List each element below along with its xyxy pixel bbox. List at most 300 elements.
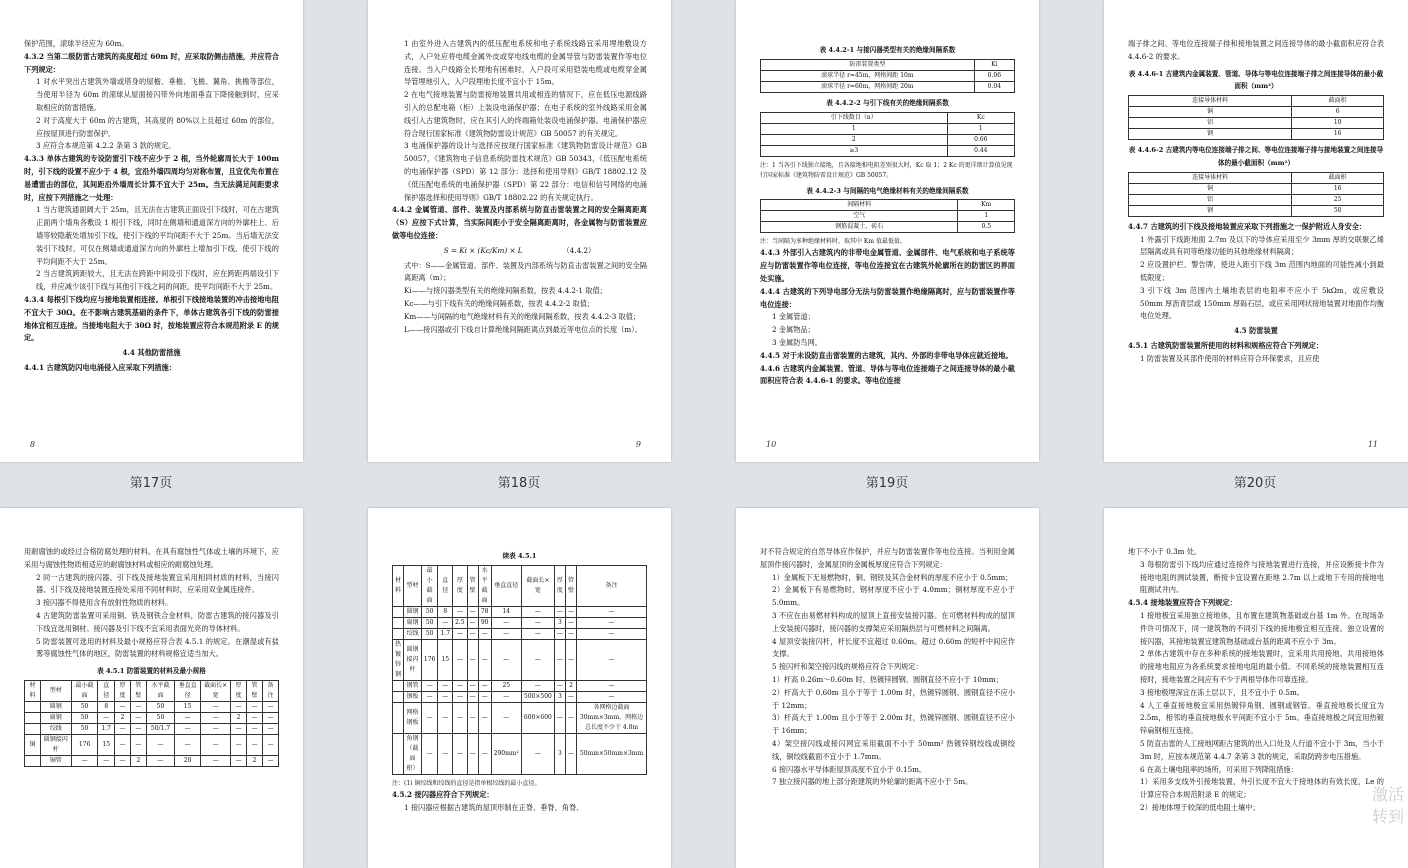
table-cell: — — [491, 702, 521, 733]
table-cell: 78 — [478, 606, 491, 617]
paragraph: 5 防雷装置可选用的材料及最小规格应符合表 4.5.1 的规定。在潮湿或有盐雾等腐蚀性气体的地区，防雷装置的材料规格宜适当加大。 — [36, 636, 279, 659]
table-cell: 2 — [761, 134, 948, 145]
table-cell: — — [262, 734, 278, 755]
table-cell: 50 — [146, 712, 174, 723]
table-cell: 网格钢板 — [404, 702, 422, 733]
table-cell — [393, 617, 404, 628]
table-cell: — — [577, 680, 647, 691]
table-header-cell: 防雷装置类型 — [761, 59, 975, 70]
table-cell: — — [115, 755, 131, 766]
table-cell: — — [565, 606, 576, 617]
table-cell: — — [554, 680, 565, 691]
table-cell: 50/1.7 — [146, 723, 174, 734]
table-header-cell: 间隔材料 — [761, 200, 958, 211]
paragraph: 1）采用多支线外引接地装置，外引长度不宜大于接地体的有效长度，Le 的计算应符合本规范附录 E 的规定； — [1140, 777, 1384, 800]
table-cell: — — [438, 680, 453, 691]
table-cell — [393, 702, 404, 733]
table-cell: — — [421, 691, 438, 702]
table-row — [393, 680, 647, 691]
table-cell: — — [565, 617, 576, 628]
table-cell: 2 — [115, 712, 131, 723]
page-number: 9 — [635, 440, 641, 450]
paragraph: 4.4.7 古建筑的引下线及接地装置应采取下列措施之一保护附近人身安全： — [1128, 221, 1367, 231]
table-cell: — — [521, 680, 554, 691]
table-cell: 1.7 — [98, 723, 115, 734]
table-header-cell: 水平截面 — [478, 565, 491, 606]
table-cell: 0.5 — [958, 222, 1015, 233]
table-header-cell: 管壁 — [130, 680, 146, 701]
table-cell: — — [421, 702, 438, 733]
paragraph: 6 在高土壤电阻率的场所，可采用下列降阻措施： — [1140, 764, 1298, 774]
table-caption: 表 4.4.2-3 与间隔的电气绝缘材料有关的绝缘间隔系数 — [806, 186, 969, 195]
paragraph: 4.5.2 接闪器应符合下列规定： — [392, 789, 494, 799]
table-cell: — — [491, 628, 521, 639]
table-cell: 各网格边截面 30mm×3mm，网格边总长度不少于 4.8m — [577, 702, 647, 733]
table-cell: — — [577, 628, 647, 639]
table-cell: 绞线 — [404, 628, 422, 639]
paragraph: 式中：S——金属管道、部件、装置及内部系统与防直击雷装置之间的安全隔离距离（m）； — [404, 260, 647, 283]
table-header-cell: 备注 — [262, 680, 278, 701]
paragraph: 2 对于高度大于 60m 的古建筑，其高度的 80%以上且超过 60m 的部位，应按屋顶进行防雷保护。 — [36, 115, 279, 138]
paragraph: 3 接地极埋深宜在冻土层以下，且不宜小于 0.5m。 — [1140, 687, 1304, 697]
table — [24, 680, 279, 767]
table-cell: — — [421, 680, 438, 691]
table-cell: — — [478, 702, 491, 733]
table-note: 注：(1) 铜绞线和绞线的直径是指单根绞线的最小直径。 — [392, 779, 541, 787]
paragraph: 保护范围，滚球半径应为 60m。 — [24, 39, 129, 48]
table-cell: — — [478, 639, 491, 680]
table-cell: 绞线 — [40, 723, 71, 734]
table-row — [1129, 107, 1384, 118]
table-cell: — — [247, 701, 263, 712]
paragraph: 2 同一古建筑的接闪器、引下线及接地装置宜采用相同材质的材料，当接闪器、引下线及接地装置连接处采用不同材料时，应采用双金属连接件。 — [36, 572, 279, 595]
table-header-cell: 型材 — [404, 565, 422, 606]
table-cell: 滚球半径 r=45m，网格间距 10m — [761, 70, 975, 81]
paragraph: 1 对水平突出古建筑外墙或塔身的屋檐、垂檐、飞檐、翼角、挑檐等部位，当使用半径为 60m 的滚球从屋面接闪带外向地面垂直下降接触到时，应采取相应的防雷措施。 — [36, 77, 279, 112]
paragraph: 4 人工垂直接地极宜采用热镀锌角钢、圆钢或钢管。垂直接地极长度宜为 2.5m，相邻的垂直接地极水平间距不宜小于 5m。垂直接地极之间宜用热镀锌扁钢相互连接。 — [1140, 700, 1384, 736]
table-cell: — — [478, 680, 491, 691]
page-19[interactable] — [736, 0, 1039, 462]
table-cell: 空气 — [761, 211, 958, 222]
page-19-content — [760, 40, 1015, 462]
table-cell: — — [478, 691, 491, 702]
table-cell: 50 — [421, 606, 438, 617]
table-header-cell: 管壁 — [565, 565, 576, 606]
table-cell: 0.04 — [974, 81, 1014, 92]
table-cell: — — [453, 702, 468, 733]
table-cell: — — [565, 733, 576, 774]
paragraph: 4.4.2 金属管道、部件、装置及内部系统与防直击雷装置之间的安全隔离距离（S）应按下式计算，当实际间距小于安全隔离距离时，各金属物与防雷装置应做等电位连接： — [392, 205, 647, 240]
table-row — [1129, 118, 1384, 129]
table-row — [761, 211, 1015, 222]
table-cell: 90 — [478, 617, 491, 628]
table-cell: — — [453, 639, 468, 680]
table-cell: — — [262, 701, 278, 712]
table-cell: 铝 — [1129, 194, 1292, 205]
page-20-content — [1128, 38, 1384, 462]
table-header-row — [1129, 172, 1384, 183]
table-cell: — — [130, 734, 146, 755]
table-cell: — — [262, 712, 278, 723]
paragraph: Kc——与引下线有关的绝缘间隔系数，按表 4.4.2-2 取值； — [404, 298, 595, 308]
paragraph: 5 接闪杆和架空接闪线的规格应符合下列规定： — [772, 662, 923, 672]
page-18-content — [392, 38, 647, 462]
table-cell: 50 — [421, 617, 438, 628]
table-cell — [393, 733, 404, 774]
page-17-content — [24, 38, 279, 462]
table-cell: 钢管 — [404, 680, 422, 691]
table-row — [1129, 194, 1384, 205]
table-cell: — — [438, 702, 453, 733]
table-cell: 扁钢 — [404, 617, 422, 628]
page-23[interactable] — [736, 508, 1039, 868]
table-row — [761, 134, 1015, 145]
table-row — [393, 617, 647, 628]
table-header-row — [1129, 96, 1384, 107]
table-cell: 铜管 — [40, 755, 71, 766]
table-header-row — [25, 680, 279, 701]
table-row — [761, 81, 1015, 92]
table-caption: 表 4.4.6-2 古建筑内等电位连接端子排之间、等电位连接端子排与接地装置之间连接导体的最小截面积（mm²） — [1128, 146, 1384, 167]
table-row — [761, 70, 1015, 81]
paragraph: 3 每根防雷引下线均应通过连接件与接地装置进行连接，并应设断接卡作为接地电阻的测试装置，断接卡宜设置在距地 2.7m 以上或地下专用的接地电阻测试井内。 — [1140, 559, 1384, 595]
paragraph: 1 接闪器应根据古建筑的屋顶形制在正脊、垂脊、角脊、 — [404, 802, 584, 812]
table-cell: 钢 — [1129, 129, 1292, 140]
table-cell: — — [478, 628, 491, 639]
paragraph: 4.4 其他防雷措施 — [122, 348, 181, 358]
paragraph: 2）金属板下有易燃物时，钢材厚度不应小于 4.0mm；铜材厚度不应小于 5.0mm。 — [772, 585, 1015, 608]
table-cell: 1 — [947, 123, 1014, 134]
paragraph: 4.5.4 接地装置应符合下列规定： — [1128, 598, 1237, 608]
table-cell — [25, 712, 41, 723]
table-header-cell: 垂直直径 — [175, 680, 201, 701]
table-header-cell: 截面积 — [1292, 172, 1384, 183]
table-header-cell: 材料 — [393, 565, 404, 606]
table-cell: — — [146, 755, 174, 766]
paragraph: 4 古建筑防雷装置可采用铜、铁及钢铁合金材料，防雷古建筑的接闪器及引下线宜选用铜材。接闪器及引下线不宜采用表面光亮的导体材料。 — [36, 610, 279, 633]
page-label-19[interactable]: 第19页 — [865, 476, 909, 491]
table-cell: 0.66 — [947, 134, 1014, 145]
table-cell — [393, 691, 404, 702]
paragraph: 3 电涌保护器的设计与选择应按现行国家标准《建筑物防雷设计规范》GB 50057，《建筑物电子信息系统防雷技术规范》GB 50343，《低压配电系统的电涌保护器（SPD）第 12 部分：选择和使用导则》GB/T 18802.12 及《低压配电系统的电涌保护器（SPD）第 22 部分：电信和信号网络的电涌保护器选择和使用导则》GB/T 18802.22 的有关规定执行。 — [404, 141, 647, 202]
table-cell: — — [554, 639, 565, 680]
paragraph: 4.3.3 单体古建筑的专设防雷引下线不应少于 2 根，当外轮廓周长大于 100m 时，引下线的设置不应少于 4 根，宜沿外墙四周均匀对称布置，且宜优先布置在易遭雷击的部位，其间距沿外墙周长计算不宜大于 25m。当无法满足间距要求时，应按下列措施之一处理： — [24, 154, 279, 202]
paragraph: 4.4.5 对于未设防直击雷装置的古建筑，其内、外部的非带电导体应就近接地。 — [760, 350, 1013, 360]
table-cell: — — [554, 628, 565, 639]
table-cell: — — [565, 628, 576, 639]
table-cell: — — [247, 723, 263, 734]
table-cell: — — [467, 617, 478, 628]
table-cell: — — [467, 628, 478, 639]
table-header-row — [393, 565, 647, 606]
table-row — [25, 701, 279, 712]
table-cell: — — [565, 702, 576, 733]
table-cell: — — [438, 617, 453, 628]
table-cell: — — [231, 734, 247, 755]
table-cell: 圆钢 — [404, 606, 422, 617]
table-cell: 0.06 — [974, 70, 1014, 81]
table-row — [1129, 129, 1384, 140]
table-caption: 表 4.5.1 防雷装置的材料及最小规格 — [97, 667, 206, 676]
table — [392, 565, 647, 775]
table-header-cell: 备注 — [577, 565, 647, 606]
page-label-20[interactable]: 第20页 — [1233, 476, 1277, 491]
page-number: 8 — [30, 440, 36, 450]
table-row — [25, 712, 279, 723]
paragraph: 4.3.2 当第二级防雷古建筑的高度超过 60m 时，应采取防侧击措施，并应符合下列规定： — [24, 51, 279, 74]
formula-number: （4.4.2） — [562, 245, 596, 255]
table-cell: 2 — [231, 712, 247, 723]
paragraph: 2）杆高大于 0.60m 且小于等于 1.00m 时，热镀锌圆钢、圆钢直径不应小于 12mm； — [772, 687, 1015, 710]
paragraph: 4.4.3 外部引入古建筑内的非带电金属管道、金属部件、电气系统和电子系统等应与防雷装置作等电位连接，等电位连接宜在古建筑外轮廓所在的防雷区的界面处实施。 — [760, 248, 1015, 283]
table-cell: 50mm×50mm×3mm — [577, 733, 647, 774]
paragraph: 2 在电气接地装置与防雷接地装置共用或相连的情况下，应在低压电源线路引入的总配电箱（柜）上装设电涌保护器；在电子系统的室外线路采用金属线引入古建筑物时，应在其引入的终端箱处装设电涌保护器。电涌保护器应符合现行国家标准《建筑物防雷设计规范》GB 50057 的有关规定。 — [404, 90, 647, 138]
table-row — [1129, 205, 1384, 216]
page-21-content — [24, 546, 279, 868]
page-label-17[interactable]: 第17页 — [129, 476, 173, 491]
table-cell: 圆钢接闪杆 — [40, 734, 71, 755]
table-header-cell: 管壁 — [467, 565, 478, 606]
table-cell: — — [438, 733, 453, 774]
page-22-content — [392, 546, 647, 868]
table-header-cell: 直径 — [98, 680, 115, 701]
paragraph: Km——与间隔的电气绝缘材料有关的绝缘间隔系数，按表 4.4.2-3 取值； — [404, 311, 641, 321]
table-cell: 8 — [98, 701, 115, 712]
table-cell: — — [115, 734, 131, 755]
table-cell: 2 — [247, 755, 263, 766]
table-row — [393, 691, 647, 702]
table-cell — [25, 701, 41, 712]
table-cell: — — [467, 639, 478, 680]
paragraph: 3 接闪器不得使用含有放射性物质的材料。 — [36, 598, 173, 608]
table-header-cell: 引下线数目（n） — [761, 112, 948, 123]
table-cell — [393, 628, 404, 639]
table-header-cell: 截面积 — [1292, 96, 1384, 107]
table-cell: — — [453, 628, 468, 639]
paragraph: 2 当古建筑跨距较大，且无法在跨距中间设引下线时，应在跨距两端设引下线，并应减少该引下线与其他引下线之间的间距，使平均间距不大于 25m。 — [36, 269, 279, 292]
paragraph: 1 接地极宜采用独立接地体，且布置在建筑物基础或台基 1m 外。在现场条件许可情况下，同一建筑物的不同引下线的接地极宜相互连接。独立设置的接闪器，其接地装置宜建筑物基础或台基的距离不应小于 3m。 — [1140, 610, 1384, 646]
page-number: 10 — [766, 440, 777, 450]
table-cell: 176 — [71, 734, 98, 755]
table-header-cell: 材料 — [25, 680, 41, 701]
table-cell: — — [467, 680, 478, 691]
paragraph: 3 不应在由易燃材料构成的屋顶上直接安装接闪器。在可燃材料构成的屋顶上安装接闪器时，接闪器的支撑架应采用隔热层与可燃材料之间隔离。 — [772, 610, 1015, 633]
table-cell: 角钢（截面积） — [404, 733, 422, 774]
table-cell: — — [565, 639, 576, 680]
activation-watermark: 激活 转到 — [1371, 785, 1404, 826]
table-cell: — — [175, 734, 201, 755]
table-caption: 表 4.4.2-2 与引下线有关的绝缘间隔系数 — [826, 98, 949, 107]
table-cell — [393, 606, 404, 617]
table-header-cell: Ki — [974, 59, 1014, 70]
table-row — [393, 702, 647, 733]
table-cell: — — [521, 617, 554, 628]
page-24[interactable] — [1104, 508, 1408, 868]
paragraph: 用耐腐蚀的或经过合格防腐处理的材料。在具有腐蚀性气体或土壤的环境下，应采用与腐蚀性物质相适应的耐腐蚀材料或相应的耐腐蚀处理。 — [24, 547, 279, 569]
table-cell: 14 — [491, 606, 521, 617]
table-cell: — — [130, 712, 146, 723]
table-cell: — — [130, 723, 146, 734]
table-header-cell: 厚度 — [115, 680, 131, 701]
paragraph: L——接闪器或引下线自计算绝缘间隔距离点到最近等电位点的长度（m）。 — [404, 324, 642, 334]
table-header-cell: 垂直直径 — [491, 565, 521, 606]
table-cell: — — [521, 639, 554, 680]
paragraph: 1 当古建筑通面阔大于 25m，且无法在古建筑正面设引下线时，可在古建筑正面两个墙角各敷设 1 根引下线，同时在侧墙和通道深方向的外廓柱上、后墙等较隐蔽处增加引下线，使引下线的平均间距不大于 25m。当后墙无法安装引下线时，可仅在侧墙或通道深方向的外廓柱上增加引下线，使引下线的平均间距不大于 25m。 — [36, 205, 279, 266]
table-cell: — — [201, 712, 231, 723]
table-cell: — — [231, 701, 247, 712]
table-cell: — — [453, 691, 468, 702]
table-cell — [393, 680, 404, 691]
table-cell: — — [453, 606, 468, 617]
table-cell: — — [201, 734, 231, 755]
table — [760, 59, 1015, 93]
table-cell — [25, 755, 41, 766]
table-cell: — — [130, 701, 146, 712]
paragraph: 4.4.1 古建筑防闪电电涌侵入应采取下列措施： — [24, 362, 176, 372]
table-row — [761, 222, 1015, 233]
table-cell: 50 — [71, 701, 98, 712]
table-cell: — — [247, 712, 263, 723]
table-header-cell: 水平截面 — [146, 680, 174, 701]
table-cell: — — [554, 702, 565, 733]
table-cell: 50 — [421, 628, 438, 639]
table-note: 注：当间隔为多种绝缘材料时，取其中 Km 值最低值。 — [760, 238, 906, 246]
table-cell: — — [491, 617, 521, 628]
paragraph: 4.5 防雷装置 — [1234, 326, 1278, 336]
table-cell: 2 — [565, 680, 576, 691]
table-cell: 扁钢 — [40, 712, 71, 723]
table-cell: — — [491, 639, 521, 680]
table-row — [25, 755, 279, 766]
table-cell: 3 — [554, 691, 565, 702]
table-header-row — [761, 59, 1015, 70]
paragraph: 4.3.4 每根引下线均应与接地装置相连接。单根引下线接地装置的冲击接地电阻不宜大于 30Ω。在不影响古建筑基础的条件下，单体古建筑各引下线的防雷接地体宜相互连接。当接地电阻大于 30Ω 时，按地装置应符合本规范附录 E 的规定。 — [24, 294, 279, 343]
table-cell: — — [577, 639, 647, 680]
paragraph: 3 应符合本规范第 4.2.2 条第 3 款的规定。 — [36, 141, 176, 151]
table-cell: — — [98, 755, 115, 766]
paragraph: 4.4.4 古建筑的下列导电部分无法与防雷装置作绝缘隔离时，应与防雷装置作等电位连接： — [760, 286, 1015, 309]
table-cell: ≥3 — [761, 145, 948, 156]
table-cell: 钢筋混凝土、砖石 — [761, 222, 958, 233]
table-cell: — — [115, 723, 131, 734]
table-cell: — — [98, 712, 115, 723]
table-cell: 50 — [1292, 205, 1384, 216]
page-21[interactable] — [0, 508, 303, 868]
table-header-cell: Kc — [947, 112, 1014, 123]
table-cell: 0.44 — [947, 145, 1014, 156]
table-row — [25, 723, 279, 734]
table-cell: 176 — [421, 639, 438, 680]
table-cell: 铝 — [1129, 118, 1292, 129]
paragraph: 4.5.1 古建筑防雷装置所使用的材料和规格应符合下列规定： — [1128, 340, 1324, 350]
table-row — [393, 639, 647, 680]
table-cell: 6 — [1292, 107, 1384, 118]
table-header-cell: 型材 — [40, 680, 71, 701]
table-header-cell: 连接导体材料 — [1129, 96, 1292, 107]
paragraph: 对不符合规定的自然导体应作保护，并应与防雷装置作等电位连接。当利用金属屋顶作接闪器时，金属屋顶的金属板厚度应符合下列规定： — [760, 547, 1015, 569]
table-cell: — — [577, 617, 647, 628]
table-cell: — — [175, 723, 201, 734]
table-row — [393, 606, 647, 617]
table-cell: 20 — [175, 755, 201, 766]
page-20[interactable] — [1104, 0, 1408, 462]
table-cell: — — [146, 734, 174, 755]
paragraph: 5 防直击雷的人工接地网距古建筑的出入口处及人行道不宜小于 3m，当小于 3m 时，应按本规范第 4.4.7 条第 3 款的规定，采取防跨步电压措施。 — [1140, 738, 1384, 761]
table-cell: 1 — [958, 211, 1015, 222]
paragraph: 2 单体古建筑中存在多种系统的接地装置时，宜采用共用接地。共用接地体的接地电阻应为各系统要求接地电阻的最小值。不同系统的接地装置相互连接时，接地装置之间应有不少于两根导体作可靠连接。 — [1140, 649, 1384, 684]
table-row — [393, 733, 647, 774]
table-cell: 500×500 — [521, 691, 554, 702]
table-cell: 50 — [71, 723, 98, 734]
table-header-cell: 厚度 — [231, 680, 247, 701]
page-23-content — [760, 546, 1015, 868]
table-header-cell: 厚度 — [453, 565, 468, 606]
page-24-content — [1128, 546, 1384, 868]
paragraph: Ki——与接闪器类型有关的绝缘间隔系数，按表 4.4.2-1 取值； — [404, 286, 607, 296]
table-row — [761, 145, 1015, 156]
table-cell: 15 — [175, 701, 201, 712]
page-18[interactable] — [368, 0, 671, 462]
table-cell: — — [521, 628, 554, 639]
formula — [392, 245, 647, 258]
paragraph: 端子排之间、等电位连接端子排和接地装置之间连接导体的最小截面积应符合表 4.4.6-2 的要求。 — [1128, 39, 1384, 61]
table-cell: 圆钢接闪杆 — [404, 639, 422, 680]
page-label-18[interactable]: 第18页 — [497, 476, 541, 491]
paragraph: 4）架空接闪线或接闪网宜采用截面不小于 50mm² 热镀锌钢绞线或铜绞线，铜绞线截面不宜小于 1.7mm。 — [772, 738, 1015, 761]
table-cell: — — [71, 755, 98, 766]
table-cell: — — [554, 606, 565, 617]
paragraph: 3 金属防鸟网。 — [772, 337, 822, 347]
table-caption: 表 4.4.2-1 与接闪器类型有关的绝缘间隔系数 — [819, 46, 956, 54]
table-cell: — — [438, 691, 453, 702]
table-row — [1129, 183, 1384, 194]
table-cell: — — [521, 733, 554, 774]
table-row — [393, 628, 647, 639]
table-header-cell: 直径 — [438, 565, 453, 606]
table-header-cell: 连接导体材料 — [1129, 172, 1292, 183]
table-cell: — — [577, 606, 647, 617]
paragraph: 3 引下线 3m 范围内土壤地表层的电阻率不应小于 5kΩm，或应敷设 50mm 厚沥青层或 150mm 厚砾石层，或应采用网状接地装置对地面作均衡电位处理。 — [1140, 285, 1384, 321]
table-cell: — — [521, 606, 554, 617]
paragraph: 7 独立接闪器的地上部分距建筑的外轮廓的距离不应小于 5m。 — [772, 777, 973, 787]
table-cell: — — [201, 755, 231, 766]
table-cell: — — [453, 680, 468, 691]
table-cell: 50 — [146, 701, 174, 712]
table-cell: 600×600 — [521, 702, 554, 733]
table-cell: — — [421, 733, 438, 774]
table-cell: — — [201, 723, 231, 734]
table-cell: 铜 — [1129, 107, 1292, 118]
table-cell: 50 — [71, 712, 98, 723]
table-cell: 25 — [1292, 194, 1384, 205]
table-cell: — — [577, 691, 647, 702]
table-cell: 铜 — [25, 734, 41, 755]
table-cell: 2 — [130, 755, 146, 766]
paragraph: 2 金属物品； — [772, 325, 815, 335]
page-17[interactable] — [0, 0, 303, 462]
table-cell: 1.7 — [438, 628, 453, 639]
table — [1128, 95, 1384, 140]
table-header-cell: 截面长×宽 — [201, 680, 231, 701]
page-22[interactable] — [368, 508, 671, 868]
table-cell: 25 — [491, 680, 521, 691]
paragraph: 1 防雷装置及其部件使用的材料应符合环保要求，且应使 — [1140, 353, 1320, 363]
table-cell: 3 — [554, 733, 565, 774]
table-header-cell: 厚度 — [554, 565, 565, 606]
table-cell: — — [115, 701, 131, 712]
table-cell: — — [262, 723, 278, 734]
table-cell: — — [467, 702, 478, 733]
